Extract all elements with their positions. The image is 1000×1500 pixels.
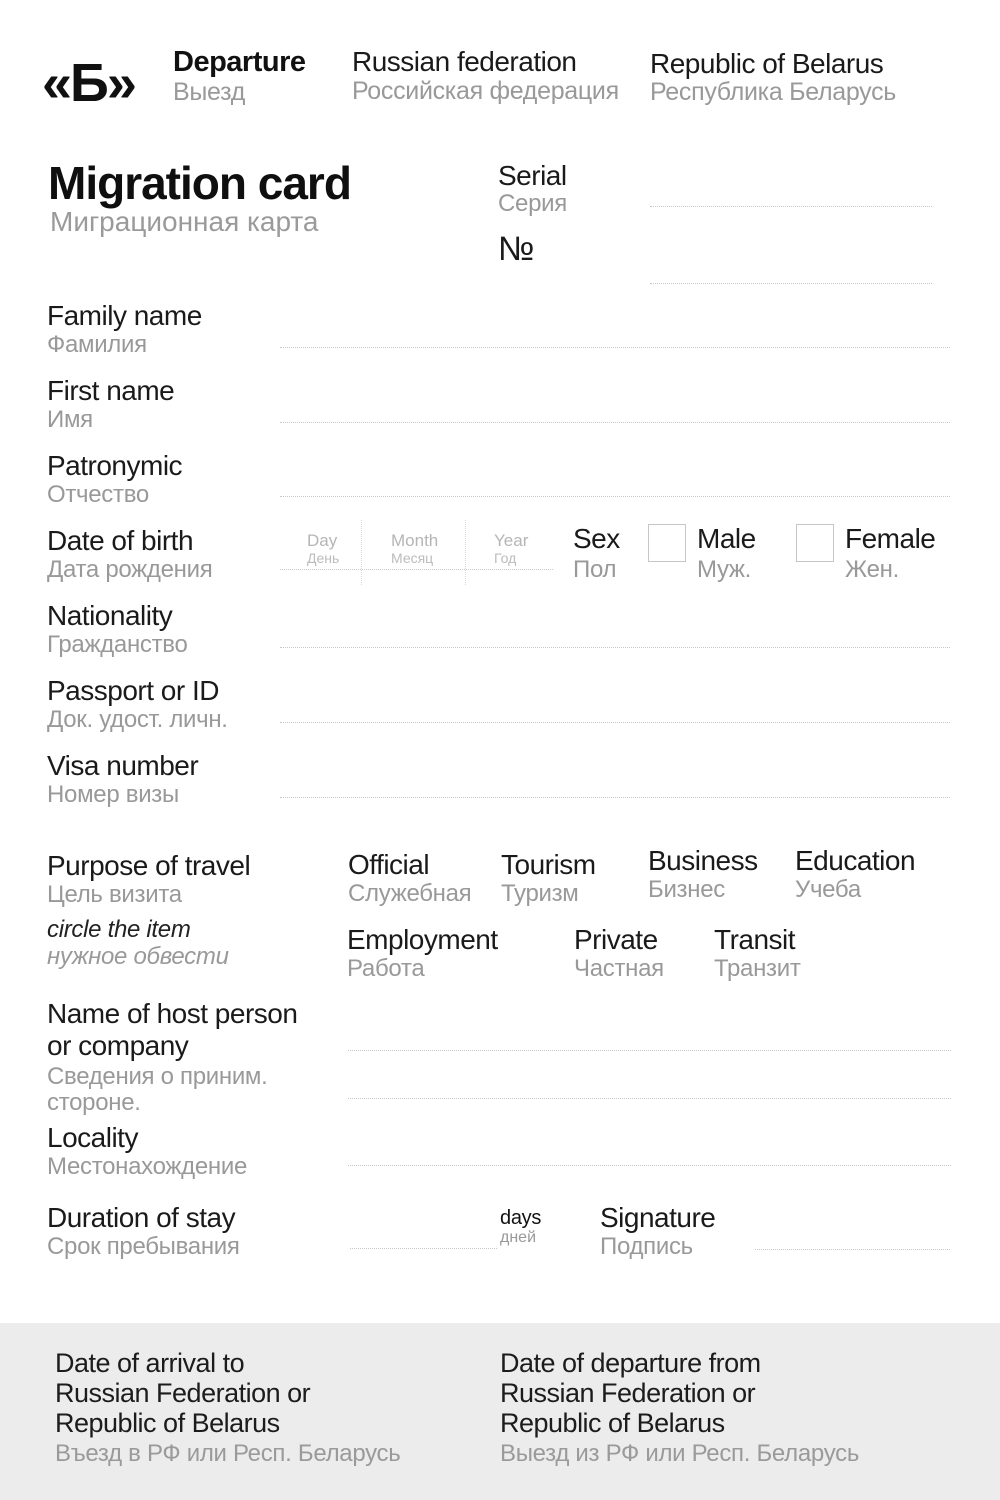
serial-input[interactable] [650,205,932,207]
purpose-option-business-ru: Бизнес [648,876,725,903]
purpose-option-tourism-ru: Туризм [501,880,579,907]
patronymic-input[interactable] [280,495,950,497]
purpose-option-employment[interactable]: Employment [347,924,498,955]
dob-label-en: Date of birth [47,525,194,556]
passport-input[interactable] [280,721,950,723]
visa-label-ru: Номер визы [47,781,179,808]
female-label-en: Female [845,523,936,554]
purpose-option-education-ru: Учеба [795,876,861,903]
sex-label-ru: Пол [573,556,617,583]
duration-unit-ru: дней [500,1229,537,1246]
female-label-ru: Жен. [845,556,899,583]
page-title-en: Migration card [48,157,351,209]
purpose-label-en: Purpose of travel [47,850,251,881]
female-checkbox[interactable] [796,524,834,562]
dob-label-ru: Дата рождения [47,556,213,583]
passport-label-ru: Док. удост. личн. [47,706,228,733]
purpose-label-ru: Цель визита [47,881,182,908]
family-name-input[interactable] [280,346,950,348]
host-input-line1[interactable] [348,1049,951,1051]
host-label-en-line2: or company [47,1030,189,1061]
locality-input[interactable] [348,1164,951,1166]
first-name-label-en: First name [47,375,175,406]
footer-panel [0,1323,1000,1500]
duration-unit-en: days [500,1207,542,1229]
host-label-ru-line1: Сведения о приним. [47,1063,268,1090]
dob-day-label-ru: День [307,550,340,566]
dob-divider-month-year [465,520,466,585]
purpose-option-education[interactable]: Education [795,845,916,876]
first-name-input[interactable] [280,421,950,423]
first-name-label-ru: Имя [47,406,93,433]
duration-label-ru: Срок пребывания [47,1233,240,1260]
signature-input[interactable] [755,1248,950,1250]
arrival-label-ru: Въезд в РФ или Респ. Беларусь [55,1440,401,1467]
number-sign-label: № [498,230,535,268]
serial-label-en: Serial [498,160,567,191]
nationality-label-en: Nationality [47,600,173,631]
arrival-label-line1: Date of arrival to [55,1348,245,1378]
belarus-label-en: Republic of Belarus [650,48,884,79]
signature-label-ru: Подпись [600,1233,693,1260]
locality-label-en: Locality [47,1122,138,1153]
departure-label-en: Departure [173,46,306,78]
sex-label-en: Sex [573,523,620,554]
host-label-en-line1: Name of host person [47,998,298,1029]
dob-month-label-en: Month [391,531,439,550]
passport-label-en: Passport or ID [47,675,219,706]
departure-label-ru: Выезд [173,78,245,106]
family-name-label-en: Family name [47,300,202,331]
departure-date-label-line3: Republic of Belarus [500,1408,725,1438]
host-label-ru-line2: стороне. [47,1089,141,1116]
purpose-option-private[interactable]: Private [574,924,658,955]
duration-label-en: Duration of stay [47,1202,236,1233]
host-input-line2[interactable] [348,1097,951,1099]
arrival-label-line2: Russian Federation or [55,1378,311,1408]
male-checkbox[interactable] [648,524,686,562]
card-logo: «Б» [42,53,135,113]
male-label-ru: Муж. [697,556,752,583]
purpose-option-private-ru: Частная [574,955,664,982]
russia-label-ru: Российская федерация [352,77,619,105]
visa-label-en: Visa number [47,750,199,781]
dob-day-label-en: Day [307,531,338,550]
russia-label-en: Russian federation [352,46,577,77]
patronymic-label-en: Patronymic [47,450,183,481]
purpose-hint-ru: нужное обвести [47,943,229,970]
duration-input[interactable] [350,1247,497,1249]
dob-input[interactable] [280,568,553,570]
arrival-label-line3: Republic of Belarus [55,1408,280,1438]
purpose-option-business[interactable]: Business [648,845,758,876]
departure-date-label-line1: Date of departure from [500,1348,761,1378]
departure-date-label-ru: Выезд из РФ или Респ. Беларусь [500,1440,860,1467]
belarus-label-ru: Республика Беларусь [650,78,897,106]
departure-date-label-line2: Russian Federation or [500,1378,756,1408]
purpose-option-official[interactable]: Official [348,849,430,880]
serial-label-ru: Серия [498,190,567,217]
purpose-option-tourism[interactable]: Tourism [501,849,596,880]
dob-divider-day-month [361,520,362,585]
purpose-option-transit-ru: Транзит [714,955,801,982]
purpose-option-employment-ru: Работа [347,955,425,982]
patronymic-label-ru: Отчество [47,481,149,508]
page-title-ru: Миграционная карта [50,206,319,237]
purpose-option-transit[interactable]: Transit [714,924,796,955]
nationality-input[interactable] [280,646,950,648]
signature-label-en: Signature [600,1202,716,1233]
nationality-label-ru: Гражданство [47,631,188,658]
card-number-input[interactable] [650,282,932,284]
purpose-option-official-ru: Служебная [348,880,472,907]
visa-input[interactable] [280,796,950,798]
male-label-en: Male [697,523,756,554]
purpose-hint-en: circle the item [47,916,191,943]
dob-month-label-ru: Месяц [391,550,434,566]
family-name-label-ru: Фамилия [47,331,147,358]
dob-year-label-ru: Год [494,550,517,566]
locality-label-ru: Местонахождение [47,1153,248,1180]
dob-year-label-en: Year [494,531,529,550]
